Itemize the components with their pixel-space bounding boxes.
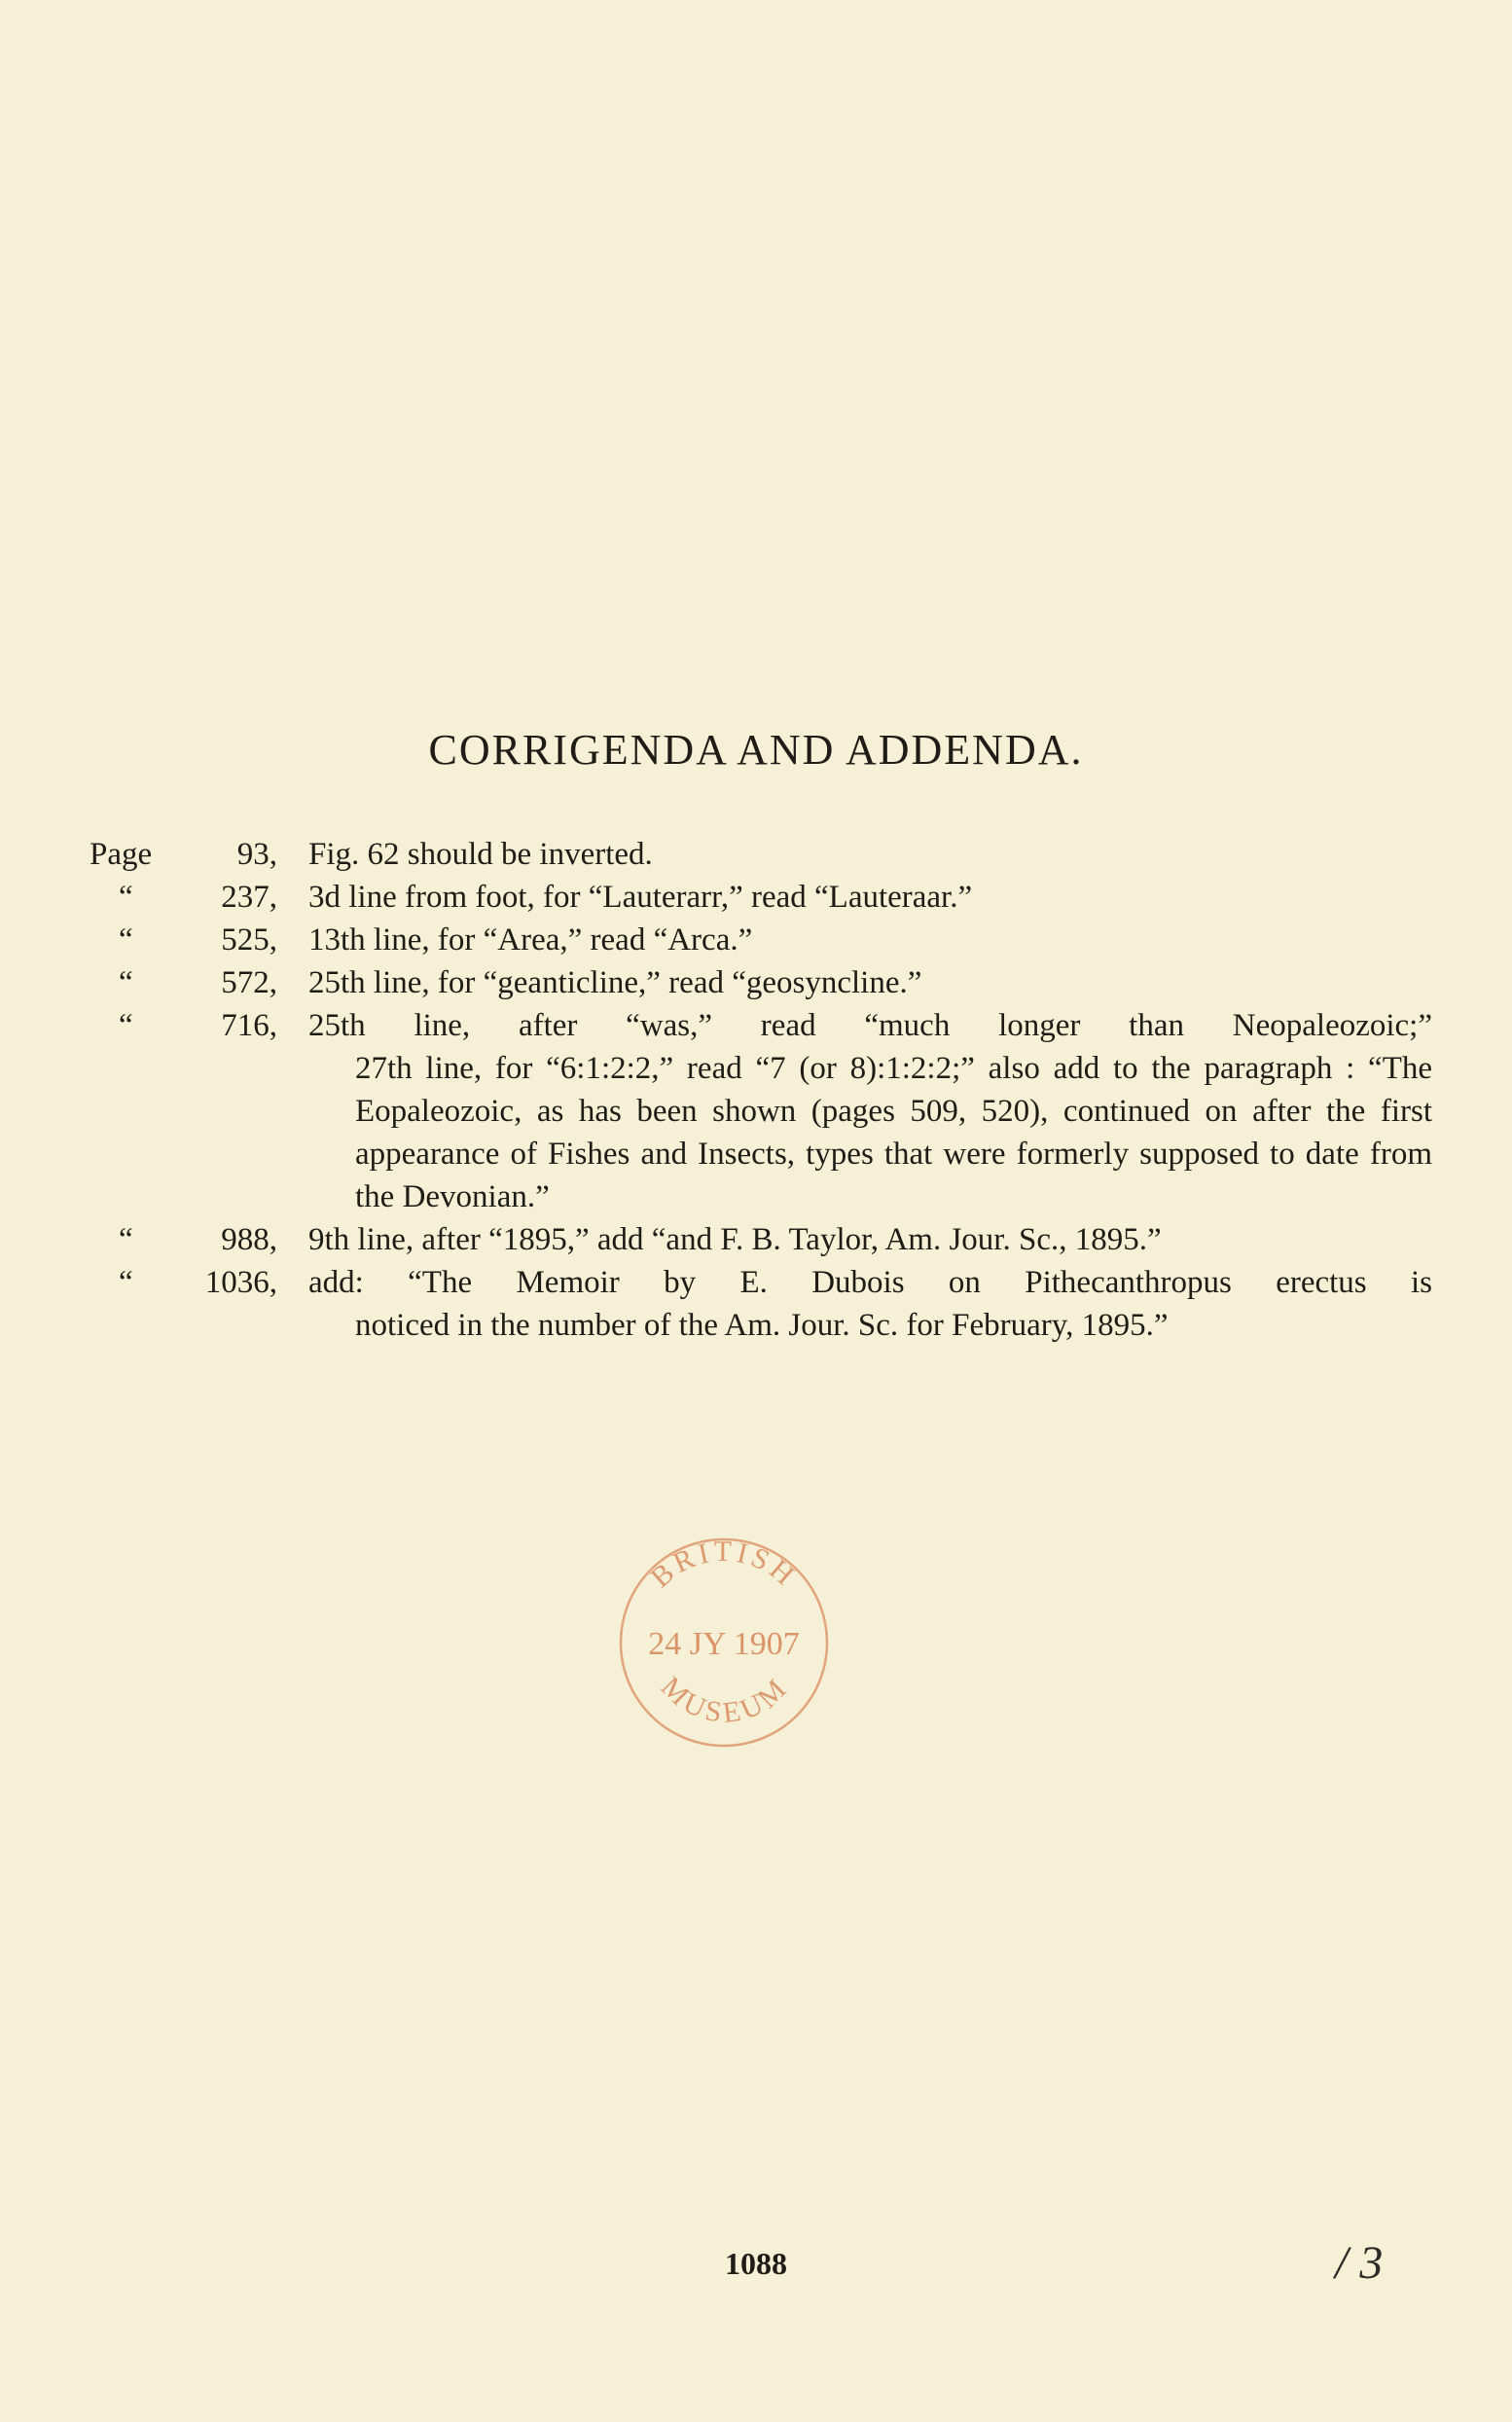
entry-text: 25th line, for “geanticline,” read “geosyncline.” (308, 965, 922, 1000)
list-item (90, 876, 1432, 919)
entry-text: Fig. 62 should be inverted. (308, 837, 653, 872)
ditto-mark: “ (119, 1265, 136, 1300)
ditto-mark: “ (119, 1222, 136, 1257)
list-item (90, 1218, 1432, 1261)
page-prefix: Page (90, 837, 153, 872)
entry-text: 3d line from foot, for “Lauterarr,” read “Lauteraar.” (308, 880, 973, 915)
page-number-ref: 525, (221, 922, 277, 958)
page-number-ref: 93, (236, 837, 277, 872)
stamp-date: 24 JY 1907 (648, 1626, 800, 1662)
ditto-mark: “ (119, 965, 136, 1000)
list-item (90, 919, 1432, 961)
entry-text: 13th line, for “Area,” read “Arca.” (308, 922, 753, 958)
stamp-bottom-text: MUSEUM (654, 1670, 796, 1730)
entry-text: 9th line, after “1895,” add “and F. B. Taylor, Am. Jour. Sc., 1895.” (308, 1222, 1162, 1257)
list-item (90, 1261, 1432, 1347)
page-number-ref: 572, (221, 965, 277, 1000)
ditto-mark: “ (119, 880, 136, 915)
handwritten-mark: / 3 (1335, 2237, 1384, 2289)
page-number-ref: 1036, (204, 1265, 277, 1300)
entry-text-continued: 27th line, for “6:1:2:2,” read “7 (or 8):1:2:2;” also add to the paragraph : “The Eopaleozoic, as has been shown (pages 509, 520), continued on after the first appearance of Fishes and Insects, types that were formerly supposed to date from the Devonian.” (355, 1051, 1432, 1214)
page-number: 1088 (725, 2246, 787, 2281)
page-number-ref: 237, (221, 880, 277, 915)
corrigenda-list (90, 833, 1432, 1347)
page-title: CORRIGENDA AND ADDENDA. (428, 726, 1084, 774)
page-number-ref: 988, (221, 1222, 277, 1257)
list-item (90, 1004, 1432, 1218)
list-item (90, 833, 1432, 876)
entry-text: 25th line, after “was,” read “much longer than Neopaleozoic;” (308, 1008, 1432, 1043)
page-number-ref: 716, (221, 1008, 277, 1043)
list-item (90, 961, 1432, 1004)
ditto-mark: “ (119, 922, 136, 958)
entry-text: add: “The Memoir by E. Dubois on Pithecanthropus erectus is (308, 1265, 1432, 1300)
ditto-mark: “ (119, 1008, 136, 1043)
stamp-top-text: BRITISH (644, 1535, 804, 1594)
entry-text-continued: noticed in the number of the Am. Jour. Sc. for February, 1895.” (355, 1308, 1169, 1343)
museum-stamp (611, 1530, 837, 1755)
